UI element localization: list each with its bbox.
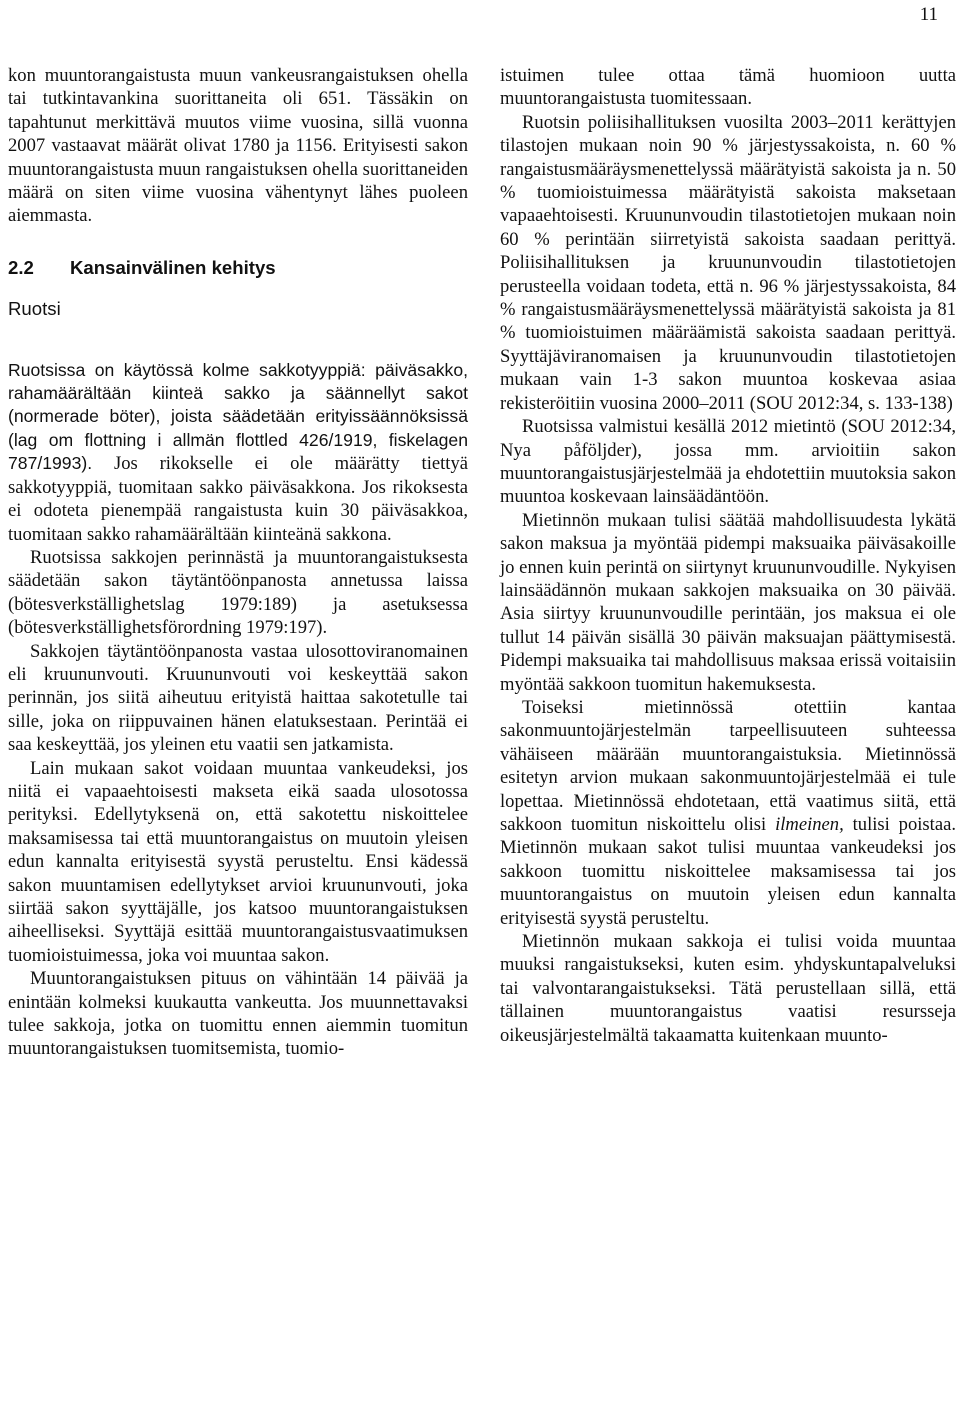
paragraph-conversion-system [500, 696, 956, 930]
paragraph-committee-report: Ruotsissa valmistui kesällä 2012 mietintö (SOU 2012:34, Nya påföljder), jossa mm. arvioitiin sakon muuntorangaistusjärjestelmää ja ehdotettiin muutoksia sakon muuntoa koskevaan lainsäädäntöön. [500, 416, 956, 508]
paragraph-enforcement-authority: Sakkojen täytäntöönpanosta vastaa ulosottoviranomainen eli kruununvouti. Kruununvouti voi keskeyttää sakon perinnän, jos siitä aiheutuu erityistä haittaa sakotetulle tai sille, joka on riippuvainen hänen elatuksestaan. Perintää ei saa keskeyttää, jos yleinen etu vaatii sen jatkamista. [8, 640, 468, 756]
paragraph-fine-types [8, 359, 468, 546]
paragraph-enforcement-law: Ruotsissa sakkojen perinnästä ja muuntorangaistuksesta säädetään sakon täytäntöönpanosta annetussa laissa (bötesverkställighetslag 1979:189) ja asetuksessa (bötesverkställighetsförordning 1979:197). [8, 546, 468, 639]
paragraph-conversion-system-a: Toiseksi mietinnössä otettiin kantaa sakonmuuntojärjestelmän tarpeellisuuteen suhteessa vähäiseen määrään muuntorangaistuksia. Mietinnössä esitetyn arvion mukaan sakonmuuntojärjestelmää ei tule lopettaa. Mietinnössä ehdotetaan, että vaatimus siitä, että sakkoon tuomitun niskoittelu olisi [500, 696, 956, 835]
section-heading [8, 256, 468, 279]
page-number: 11 [919, 4, 938, 25]
paragraph-police-statistics: Ruotsin poliisihallituksen vuosilta 2003–2011 kerättyjen tilastojen mukaan noin 90 % järjestyssakoista, n. 60 % rangaistusmääräysmenettelyssä määrätyistä sakoista ja n. 50 % tuomioistuimessa määrätyistä sakoista maksetaan vapaaehtoisesti. Kruununvoudin tilastotietojen mukaan noin 60 % perintään siirretyistä sakoista saadaan perittyä. Poliisihallituksen ja kruununvoudin tilastotietojen perusteella voidaan todeta, että n. 96 % järjestyssakoista, 84 % rangaistusmääräysmenettelyssä määrätyistä sakoista ja 81 % tuomioistuimen määräämistä sakoista saadaan perittyä. Syyttäjäviranomaisen ja kruununvoudin tilastotietojen mukaan vain 1-3 sakon muuntoa koskevaa asiaa rekisteröitiin vuosina 2000–2011 (SOU 2012:34, s. 133-138) [500, 111, 956, 414]
section-number: 2.2 [8, 256, 34, 278]
paragraph-prison-statistics: kon muuntorangaistusta muun vankeusrangaistuksen ohella tai tutkintavankina suorittaneita oli 651. Tässäkin on tapahtunut merkittävä muutos viime vuosina, sillä vuonna 2007 vastaavat määrät olivat 1780 ja 1156. Erityisesti sakon muuntorangaistusta muun rangaistuksen ohella suorittaneiden määrä on siten viime vuosina vähentynyt lähes puoleen aiemmasta. [8, 65, 468, 227]
section-title: Kansainvälinen kehitys [70, 256, 276, 278]
paragraph-alternative-sanctions: Mietinnön mukaan sakkoja ei tulisi voida muuntaa muuksi rangaistukseksi, kuten esim. yhdyskuntapalveluksi tai valvontarangaistukseksi. Tätä perustellaan sillä, että tällainen muuntorangaistus vaatisi resursseja oikeusjärjestelmältä takaamatta kuitenkaan muunto- [500, 931, 956, 1046]
paragraph-conversion-system-emphasis: ilmeinen, [775, 814, 844, 835]
paragraph-fine-types-sans: Ruotsissa on käytössä kolme sakkotyyppiä: päiväsakko, rahamäärältään kiinteä sakko ja säännellyt sakot (normerade böter), joista säädetään erityissäännöksissä (lag om flottning i allmän flottled 426/1919, fiskelagen 787/1993). [8, 359, 468, 474]
paragraph-payment-deferral: Mietinnön mukaan tulisi säätää mahdollisuudesta lykätä sakon maksua ja myöntää pidempi maksuaika päiväsakoille jo ennen kuin perintä on siirtynyt kruununvoudille. Nykyisen lainsäädännön mukaan sakkojen maksuaika on 30 päivää. Asia siirtyy kruununvoudille perintään, jos maksua ei ole tullut 14 päivän sisällä 30 päivän maksuajan päättymisestä. Pidempi maksuaika tai mahdollisuus maksaa erissä voitaisiin myöntää sakkoon tuomitun hakemuksesta. [500, 509, 956, 695]
left-column [8, 64, 468, 1061]
paragraph-continuation: istuimen tulee ottaa tämä huomioon uutta muuntorangaistusta tuomitessaan. [500, 65, 956, 110]
paragraph-conversion-system-b: tulisi poistaa. Mietinnön mukaan sakot tulisi muuntaa vankeudeksi jos sakkoon tuomittu niskoittelee maksamisessa tai jos muuntorangaistus on muutoin yleisen edun kannalta erityisestä syystä perusteltu. [500, 814, 956, 929]
subsection-heading-sweden: Ruotsi [8, 298, 61, 320]
paragraph-conversion-conditions: Lain mukaan sakot voidaan muuntaa vankeudeksi, jos niitä ei vapaaehtoisesti makseta eikä saada ulosotossa perityksi. Edellytyksenä on, että sakotettu niskoittelee maksamisessa tai että muuntorangaistus on muutoin yleisen edun kannalta erityisestä syystä perusteltu. Ensi kädessä sakon muuntamisen edellytykset arvioi kruununvouti, joka siirtää sakon syyttäjälle, jos katsoo muuntorangaistuksen aiheelliseksi. Syyttäjä esittää muuntorangaistusvaatimuksen tuomioistuimessa, joka voi muuntaa sakon. [8, 757, 468, 966]
paragraph-conversion-length: Muuntorangaistuksen pituus on vähintään 14 päivää ja enintään kolmeksi kuukautta vankeutta. Jos muunnettavaksi tulee sakkoja, jotka on tuomittu ennen aiemmin tuomitun muuntorangaistuksen tuomitsemista, tuomio- [8, 968, 468, 1060]
paragraph-fine-types-rest: Jos rikokselle ei ole määrätty tiettyä sakkotyyppiä, tuomitaan sakko päiväsakkona. Jos rikoksesta ei odoteta pienempää rangaistusta kuin 30 päiväsakkoa, tuomitaan sakko rahamäärältään kiinteänä sakkona. [8, 453, 468, 545]
right-column [500, 64, 956, 1047]
